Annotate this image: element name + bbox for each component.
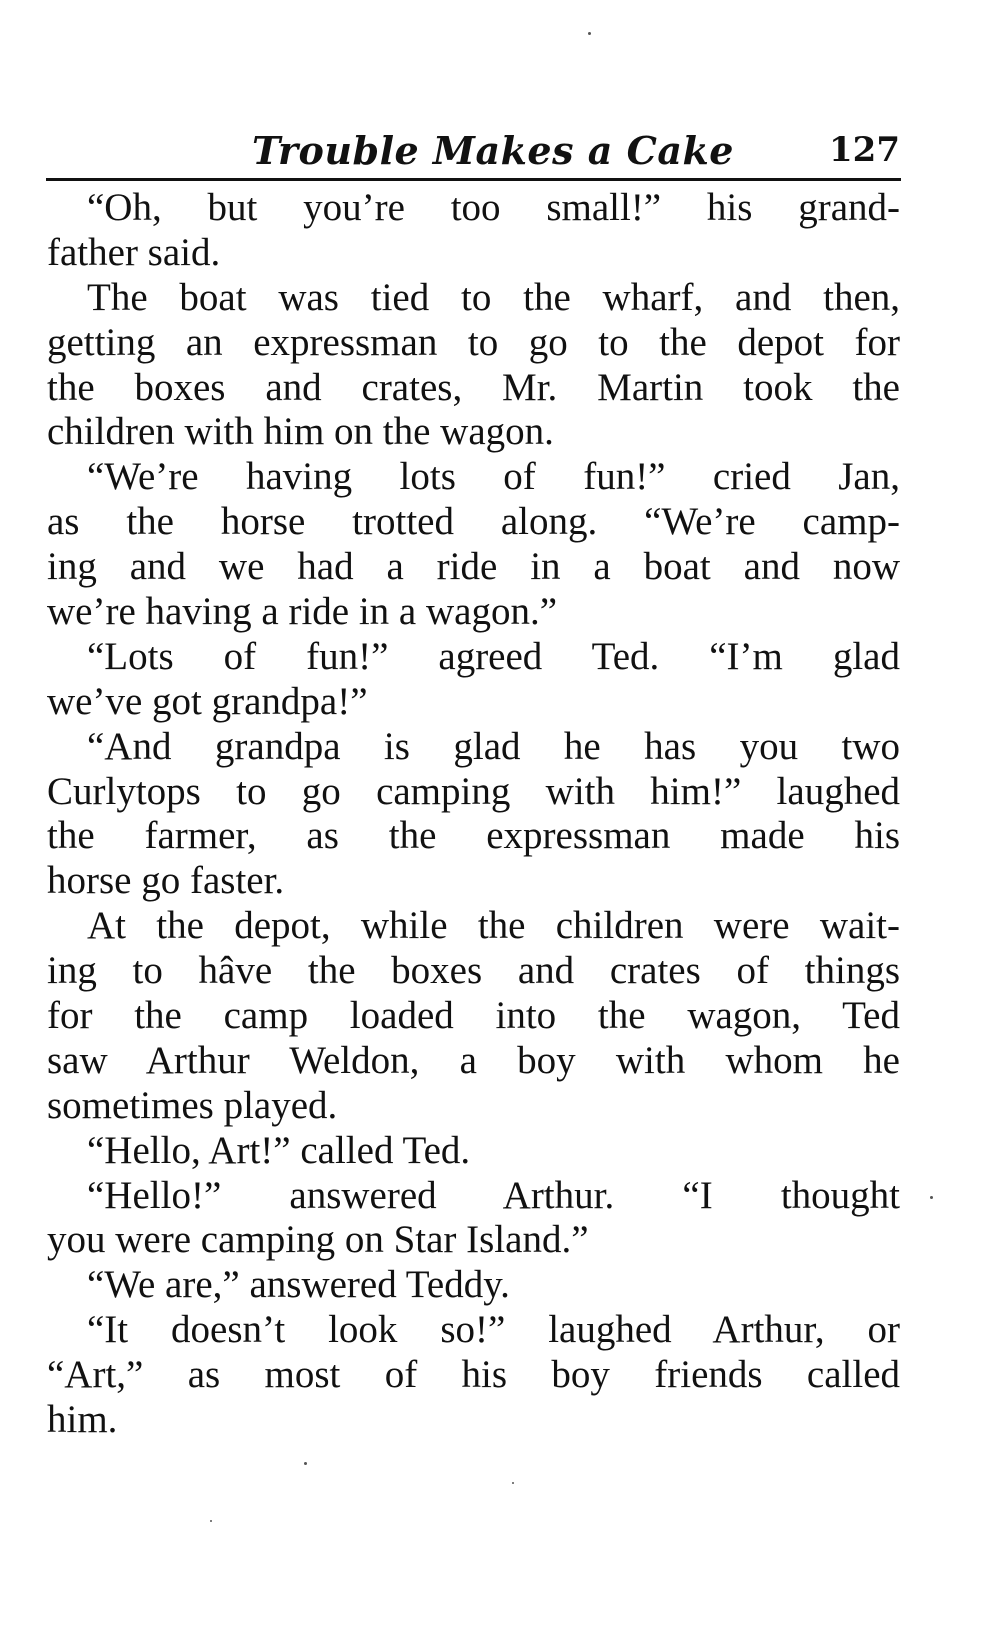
text-line: Curlytops to go camping with him!” laughed bbox=[47, 769, 900, 813]
page-number: 127 bbox=[829, 130, 900, 170]
text-line: father said. bbox=[47, 230, 221, 274]
scan-speck bbox=[930, 1196, 933, 1199]
text-line: “We are,” answered Teddy. bbox=[87, 1263, 510, 1307]
text-line: “Art,” as most of his boy friends called bbox=[47, 1353, 900, 1397]
text-line: we’re having a ride in a wagon.” bbox=[47, 590, 558, 634]
text-line: the farmer, as the expressman made his bbox=[47, 814, 900, 858]
text-line: “Oh, but you’re too small!” his grand- bbox=[87, 186, 900, 229]
text-line: “Lots of fun!” agreed Ted. “I’m glad bbox=[87, 634, 900, 678]
page-header bbox=[47, 118, 900, 178]
scan-speck bbox=[304, 1462, 307, 1465]
text-line: sometimes played. bbox=[47, 1083, 338, 1127]
text-line: “We’re having lots of fun!” cried Jan, bbox=[87, 455, 900, 499]
text-line: the boxes and crates, Mr. Martin took the bbox=[47, 365, 900, 409]
text-line: “It doesn’t look so!” laughed Arthur, or bbox=[87, 1308, 900, 1352]
text-line: ing and we had a ride in a boat and now bbox=[47, 545, 900, 589]
text-line: horse go faster. bbox=[47, 859, 285, 903]
text-line: getting an expressman to go to the depot for bbox=[47, 320, 900, 364]
text-line: “And grandpa is glad he has you two bbox=[87, 724, 900, 768]
text-line: “Hello!” answered Arthur. “I thought bbox=[87, 1173, 900, 1217]
text-line: him. bbox=[47, 1398, 118, 1442]
body-text bbox=[47, 186, 900, 1443]
text-line: as the horse trotted along. “We’re camp- bbox=[47, 500, 900, 544]
text-line: The boat was tied to the wharf, and then, bbox=[87, 275, 900, 319]
text-line: for the camp loaded into the wagon, Ted bbox=[47, 994, 900, 1038]
scan-speck bbox=[588, 32, 591, 35]
text-line: we’ve got grandpa!” bbox=[47, 679, 368, 723]
text-line: saw Arthur Weldon, a boy with whom he bbox=[47, 1038, 900, 1082]
text-line: At the depot, while the children were wait- bbox=[87, 904, 900, 948]
text-line: children with him on the wagon. bbox=[47, 410, 554, 454]
text-line: you were camping on Star Island.” bbox=[47, 1218, 589, 1262]
scan-speck bbox=[210, 1520, 212, 1522]
text-line: “Hello, Art!” called Ted. bbox=[87, 1128, 471, 1172]
header-rule bbox=[46, 178, 901, 181]
text-line: ing to hâve the boxes and crates of things bbox=[47, 949, 900, 993]
running-title: Trouble Makes a Cake bbox=[252, 128, 734, 173]
scan-speck bbox=[512, 1482, 514, 1484]
